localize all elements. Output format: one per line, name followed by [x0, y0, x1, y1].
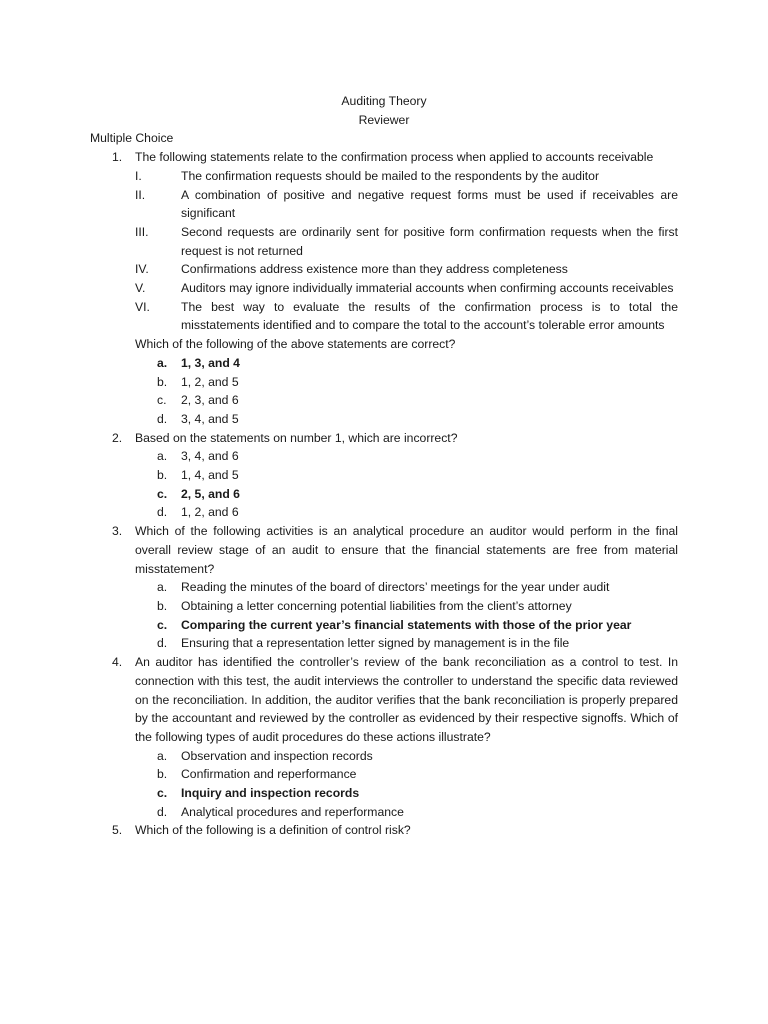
question-text: The following statements relate to the confirmation process when applied to accounts receivable: [135, 150, 654, 165]
question-number: 5.: [112, 823, 123, 838]
question-text: An auditor has identified the controller’s review of the bank reconciliation as a control to test. In connection with this test, the audit interviews the controller to understand the specific data reviewed on the reconciliation. In addition, the auditor verifies that the bank reconciliation is properly prepared by the accountant and reviewed by the controller as evidenced by their respective signoffs. Which of the following types of audit procedures do these actions illustrate?: [135, 655, 678, 744]
statement-item: [90, 223, 678, 260]
question-2: [90, 429, 678, 523]
answer-option: [90, 616, 678, 635]
statement-text: Confirmations address existence more than they address completeness: [181, 262, 568, 277]
option-letter: b.: [157, 767, 168, 782]
answer-option: [90, 447, 678, 466]
option-letter: a.: [157, 355, 168, 370]
section-heading: Multiple Choice: [90, 131, 174, 146]
question-text: Which of the following is a definition of control risk?: [135, 823, 411, 838]
answer-option: [90, 803, 678, 822]
option-text: 3, 4, and 5: [181, 411, 239, 426]
statement-item: [90, 298, 678, 335]
option-text: 1, 4, and 5: [181, 468, 239, 483]
question-text: Based on the statements on number 1, which are incorrect?: [135, 430, 458, 445]
document-title: Auditing Theory: [341, 94, 427, 108]
option-text: 2, 3, and 6: [181, 393, 239, 408]
statement-text: Auditors may ignore individually immaterial accounts when confirming accounts receivables: [181, 281, 674, 296]
option-letter: a.: [157, 748, 168, 763]
answer-option: [90, 765, 678, 784]
answer-option: [90, 747, 678, 766]
option-letter: c.: [157, 786, 168, 801]
answer-option: [90, 784, 678, 803]
option-text: Ensuring that a representation letter signed by management is in the file: [181, 636, 570, 651]
answer-option: [90, 373, 678, 392]
document-page: [90, 92, 678, 840]
answer-option: [90, 634, 678, 653]
statement-item: [90, 186, 678, 223]
document-subtitle: Reviewer: [358, 112, 410, 127]
question-text: Which of the following activities is an analytical procedure an auditor would perform in the final overall review stage of an audit to ensure that the financial statements are free from material misstatement?: [135, 524, 678, 576]
option-text: Confirmation and reperformance: [181, 767, 357, 782]
option-text: Obtaining a letter concerning potential liabilities from the client’s attorney: [181, 598, 572, 613]
option-letter: c.: [157, 393, 167, 408]
answer-option: [90, 391, 678, 410]
option-letter: c.: [157, 617, 168, 632]
option-letter: d.: [157, 804, 168, 819]
option-letter: c.: [157, 486, 168, 501]
option-text: Analytical procedures and reperformance: [181, 804, 404, 819]
statement-item: [90, 279, 678, 298]
question-number: 2.: [112, 430, 123, 445]
answer-option: [90, 466, 678, 485]
option-letter: d.: [157, 411, 168, 426]
statement-number: V.: [135, 281, 146, 296]
option-letter: b.: [157, 374, 168, 389]
option-text: 1, 2, and 6: [181, 505, 239, 520]
statement-number: IV.: [135, 262, 149, 277]
statement-number: VI.: [135, 299, 150, 314]
statement-number: III.: [135, 224, 149, 239]
option-text: Observation and inspection records: [181, 748, 373, 763]
statement-item: [90, 260, 678, 279]
statement-text: A combination of positive and negative request forms must be used if receivables are significant: [181, 187, 678, 221]
statement-item: [90, 167, 678, 186]
option-text: 2, 5, and 6: [181, 486, 240, 501]
question-3: [90, 522, 678, 653]
option-letter: d.: [157, 505, 168, 520]
statement-text: Second requests are ordinarily sent for positive form confirmation requests when the first request is not returned: [181, 224, 678, 258]
statement-text: The confirmation requests should be mailed to the respondents by the auditor: [181, 168, 600, 183]
question-number: 4.: [112, 655, 123, 670]
answer-option: [90, 597, 678, 616]
question-1: [90, 148, 678, 429]
question-4: [90, 653, 678, 821]
option-letter: a.: [157, 449, 168, 464]
option-text: 3, 4, and 6: [181, 449, 239, 464]
statement-number: II.: [135, 187, 146, 202]
answer-option: [90, 485, 678, 504]
question-number: 1.: [112, 150, 123, 165]
option-letter: b.: [157, 598, 168, 613]
statement-number: I.: [135, 168, 142, 183]
answer-option: [90, 410, 678, 429]
answer-option: [90, 354, 678, 373]
answer-option: [90, 503, 678, 522]
question-number: 3.: [112, 524, 123, 539]
option-text: Reading the minutes of the board of directors’ meetings for the year under audit: [181, 580, 610, 595]
question-prompt: Which of the following of the above statements are correct?: [135, 337, 456, 352]
option-letter: b.: [157, 468, 168, 483]
option-letter: d.: [157, 636, 168, 651]
option-text: Inquiry and inspection records: [181, 786, 360, 801]
option-text: Comparing the current year’s financial statements with those of the prior year: [181, 617, 632, 632]
option-text: 1, 2, and 5: [181, 374, 239, 389]
question-5: [90, 821, 678, 840]
statement-text: The best way to evaluate the results of the confirmation process is to total the misstatements identified and to compare the total to the account’s tolerable error amounts: [181, 299, 678, 333]
answer-option: [90, 578, 678, 597]
option-text: 1, 3, and 4: [181, 355, 240, 370]
option-letter: a.: [157, 580, 168, 595]
